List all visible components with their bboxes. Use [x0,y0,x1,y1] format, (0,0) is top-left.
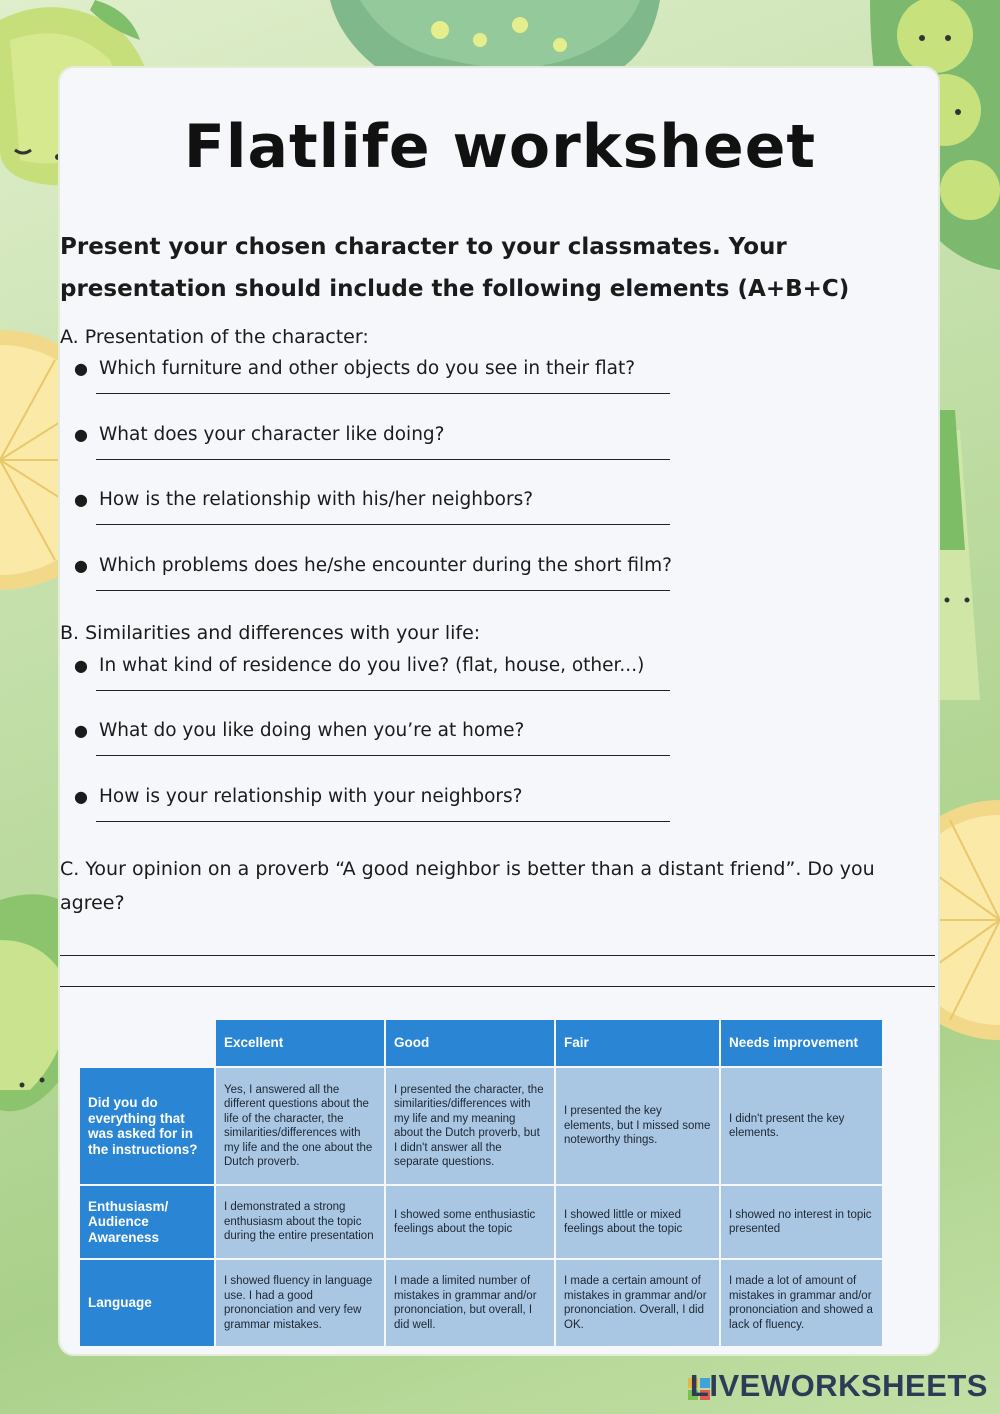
bullet-icon: ● [74,556,88,575]
answer-line-a4[interactable] [96,590,670,591]
rubric-cell: Yes, I answered all the different questions about the life of the character, the similarities/differences with my life and the one about the Dutch proverb. [215,1067,385,1185]
rubric-cell: I made a lot of amount of mistakes in grammar and/or prononciation and showed a lack of fluency. [720,1259,883,1347]
rubric-table [78,1018,884,1348]
question-b2 [74,720,524,741]
rubric-row-instructions [79,1067,883,1185]
rubric-cell: I didn't present the key elements. [720,1067,883,1185]
answer-line-b2[interactable] [96,755,670,756]
question-text: How is the relationship with his/her neighbors? [99,489,534,510]
bullet-icon: ● [74,656,88,675]
question-a1 [74,358,635,379]
question-b3 [74,786,522,807]
answer-line-a3[interactable] [96,524,670,525]
rubric-cell: I showed some enthusiastic feelings about the topic [385,1185,555,1259]
bullet-icon: ● [74,425,88,444]
bullet-icon: ● [74,359,88,378]
answer-line-b1[interactable] [96,690,670,691]
question-b1 [74,655,644,676]
rubric-criterion: Language [79,1259,215,1347]
rubric-header-good: Good [385,1019,555,1067]
rubric-corner-cell [79,1019,215,1067]
answer-line-c1[interactable] [60,955,935,956]
question-text: What do you like doing when you’re at home? [99,720,525,741]
page-title: Flatlife worksheet [183,112,817,182]
rubric-cell: I made a certain amount of mistakes in grammar and/or prononciation. Overall, I did OK. [555,1259,720,1347]
rubric-row-enthusiasm [79,1185,883,1259]
bullet-icon: ● [74,721,88,740]
section-c-prompt: C. Your opinion on a proverb “A good neighbor is better than a distant friend”. Do you agree? [60,858,875,914]
answer-line-b3[interactable] [96,821,670,822]
bullet-icon: ● [74,490,88,509]
rubric-row-language [79,1259,883,1347]
rubric-cell: I demonstrated a strong enthusiasm about the topic during the entire presentation [215,1185,385,1259]
rubric-cell: I showed little or mixed feelings about the topic [555,1185,720,1259]
rubric-cell: I presented the key elements, but I missed some noteworthy things. [555,1067,720,1185]
question-text: How is your relationship with your neighbors? [99,786,523,807]
rubric-cell: I showed fluency in language use. I had a good prononciation and very few grammar mistakes. [215,1259,385,1347]
question-text: In what kind of residence do you live? (flat, house, other...) [99,655,645,676]
answer-line-c2[interactable] [60,986,935,987]
question-text: Which furniture and other objects do you see in their flat? [99,358,636,379]
brand-wordmark[interactable]: LIVEWORKSHEETS [689,1368,988,1403]
section-b-heading: B. Similarities and differences with your life: [60,622,481,644]
question-text: Which problems does he/she encounter during the short film? [99,555,672,576]
question-a3 [74,489,533,510]
answer-line-a1[interactable] [96,393,670,394]
rubric-criterion: Enthusiasm/ Audience Awareness [79,1185,215,1259]
question-text: What does your character like doing? [99,424,445,445]
bullet-icon: ● [74,787,88,806]
rubric-cell: I presented the character, the similarities/differences with my life and my meaning about the Dutch proverb, but I didn't answer all the separate questions. [385,1067,555,1185]
rubric-cell: I made a limited number of mistakes in grammar and/or prononciation, but overall, I did well. [385,1259,555,1347]
rubric-header-needs-improvement: Needs improvement [720,1019,883,1067]
rubric-header-excellent: Excellent [215,1019,385,1067]
question-a2 [74,424,444,445]
rubric-header-row [79,1019,883,1067]
rubric-header-fair: Fair [555,1019,720,1067]
rubric-criterion: Did you do everything that was asked for in the instructions? [79,1067,215,1185]
rubric-cell: I showed no interest in topic presented [720,1185,883,1259]
intro-instructions: Present your chosen character to your classmates. Your presentation should include the following elements (A+B+C) [60,234,850,302]
question-a4 [74,555,672,576]
section-a-heading: A. Presentation of the character: [60,326,369,348]
answer-line-a2[interactable] [96,459,670,460]
